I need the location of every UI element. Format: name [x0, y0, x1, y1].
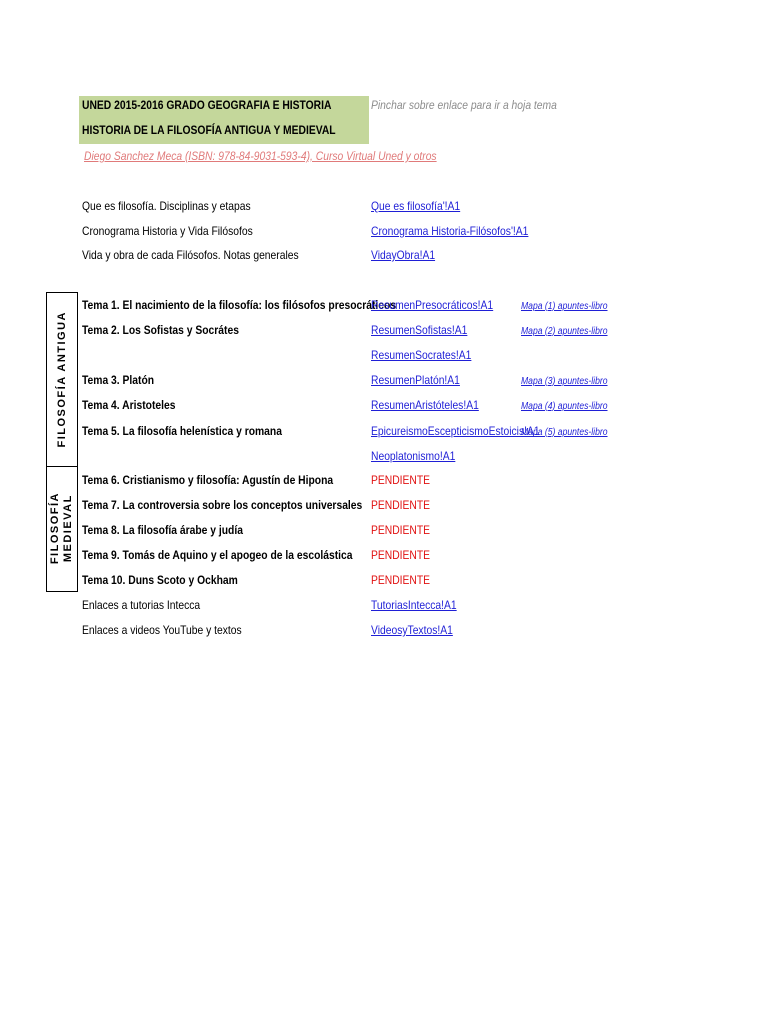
section-antigua-label: FILOSOFÍA ANTIGUA — [55, 311, 68, 448]
header-hint: Pinchar sobre enlace para ir a hoja tema — [371, 98, 557, 112]
tema-9-label: Tema 9. Tomás de Aquino y el apogeo de la escolástica — [82, 548, 353, 562]
tema-1-map-link[interactable]: Mapa (1) apuntes-libro — [521, 301, 608, 312]
tema-3-label: Tema 3. Platón — [82, 373, 155, 387]
intro-label-2: Cronograma Historia y Vida Filósofos — [82, 224, 253, 238]
tema-6-label: Tema 6. Cristianismo y filosofía: Agustín de Hipona — [82, 473, 334, 487]
section-medieval — [46, 466, 78, 592]
tema-3-map-link[interactable]: Mapa (3) apuntes-libro — [521, 376, 608, 387]
tema-10-label: Tema 10. Duns Scoto y Ockham — [82, 573, 238, 587]
intro-label-1: Que es filosofía. Disciplinas y etapas — [82, 199, 251, 213]
section-medieval-line2: MEDIEVAL — [62, 494, 74, 563]
tema-2-label: Tema 2. Los Sofistas y Socrátes — [82, 323, 239, 337]
tema-1-link[interactable]: ResumenPresocráticos!A1 — [371, 298, 494, 312]
extra-label-1: Enlaces a tutorias Intecca — [82, 598, 201, 612]
tema-2-link[interactable]: ResumenSofistas!A1 — [371, 323, 468, 337]
header-line1: UNED 2015-2016 GRADO GEOGRAFIA E HISTORIA — [82, 98, 332, 112]
tema-6-status: PENDIENTE — [371, 473, 431, 487]
tema-10-status: PENDIENTE — [371, 573, 431, 587]
extra-label-2: Enlaces a videos YouTube y textos — [82, 623, 242, 637]
tema-5b-link[interactable]: Neoplatonismo!A1 — [371, 449, 456, 463]
tema-5-label: Tema 5. La filosofía helenística y romana — [82, 424, 282, 438]
section-medieval-label — [49, 492, 75, 564]
intro-link-3[interactable]: VidayObra!A1 — [371, 248, 436, 262]
intro-link-2[interactable]: Cronograma Historia-Filósofos'!A1 — [371, 224, 529, 238]
header-subtitle: Diego Sanchez Meca (ISBN: 978-84-9031-593-4), Curso Virtual Uned y otros — [84, 149, 437, 163]
tema-7-status: PENDIENTE — [371, 498, 431, 512]
tema-3-link[interactable]: ResumenPlatón!A1 — [371, 373, 460, 387]
tema-2-map-link[interactable]: Mapa (2) apuntes-libro — [521, 326, 608, 337]
intro-label-3: Vida y obra de cada Filósofos. Notas generales — [82, 248, 299, 262]
tema-5-link[interactable]: EpicureismoEscepticismoEstoicis!A1 — [371, 424, 540, 438]
extra-link-1[interactable]: TutoriasIntecca!A1 — [371, 598, 457, 612]
tema-4-map-link[interactable]: Mapa (4) apuntes-libro — [521, 401, 608, 412]
extra-link-2[interactable]: VideosyTextos!A1 — [371, 623, 453, 637]
intro-link-1[interactable]: Que es filosofía'!A1 — [371, 199, 461, 213]
section-antigua — [46, 292, 78, 467]
tema-5-map-link[interactable]: Mapa (5) apuntes-libro — [521, 427, 608, 438]
tema-4-label: Tema 4. Aristoteles — [82, 398, 176, 412]
tema-7-label: Tema 7. La controversia sobre los conceptos universales — [82, 498, 363, 512]
tema-8-status: PENDIENTE — [371, 523, 431, 537]
tema-8-label: Tema 8. La filosofía árabe y judía — [82, 523, 243, 537]
header-line2: HISTORIA DE LA FILOSOFÍA ANTIGUA Y MEDIEVAL — [82, 123, 336, 137]
section-medieval-line1: FILOSOFÍA — [49, 492, 61, 565]
tema-2b-link[interactable]: ResumenSocrates!A1 — [371, 348, 472, 362]
tema-4-link[interactable]: ResumenAristóteles!A1 — [371, 398, 479, 412]
tema-1-label: Tema 1. El nacimiento de la filosofía: los filósofos presocráticos — [82, 298, 397, 312]
tema-9-status: PENDIENTE — [371, 548, 431, 562]
